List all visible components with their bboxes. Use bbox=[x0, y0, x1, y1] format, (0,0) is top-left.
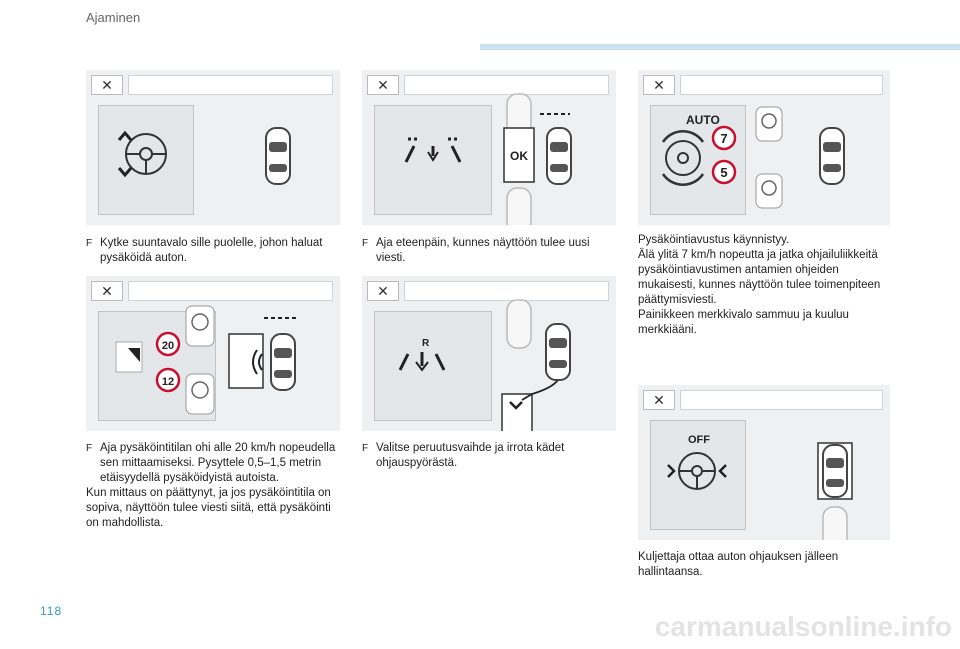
map-thumbnail-icon bbox=[116, 342, 142, 372]
reverse-gear-illustration bbox=[362, 276, 616, 431]
header-accent-bar bbox=[480, 44, 960, 50]
step-1: F Kytke suuntavalo sille puolelle, johon haluat pysäköidä auton. bbox=[86, 237, 323, 264]
step-4: F Valitse peruutusvaihde ja irrota kädet ohjauspyörästä. bbox=[362, 442, 565, 469]
bullet-icon: F bbox=[362, 238, 369, 249]
step-2: F Aja eteenpäin, kunnes näyttöön tulee uusi viesti. bbox=[362, 237, 590, 264]
right-column-text bbox=[638, 233, 894, 338]
reverse-path bbox=[522, 380, 558, 400]
measurement-note: Kun mittaus on päättynyt, ja jos pysäköintitila on sopiva, näyttöön tulee viesti siitä, että pysäköinti on mahdollista. bbox=[86, 487, 331, 529]
panel-drive-forward bbox=[362, 70, 616, 225]
own-car-icon bbox=[546, 324, 570, 380]
page-number: 118 bbox=[40, 604, 63, 618]
parking-slot bbox=[502, 394, 532, 431]
sensor-icon-top bbox=[756, 107, 782, 141]
turn-signal-illustration bbox=[86, 70, 340, 225]
section-title: Ajaminen bbox=[86, 10, 141, 25]
forward-guide-icon bbox=[406, 139, 460, 162]
own-car-icon bbox=[271, 334, 295, 390]
off-label: OFF bbox=[688, 434, 710, 446]
turn-arrow-up-icon bbox=[119, 133, 131, 140]
parking-slot bbox=[229, 334, 263, 388]
panel-assist-off bbox=[638, 385, 890, 540]
steering-wheel-icon bbox=[663, 131, 703, 184]
bullet-icon: F bbox=[86, 443, 93, 454]
panel-reverse-gear bbox=[362, 276, 616, 431]
close-icon: ✕ bbox=[367, 281, 399, 301]
bullet-icon: F bbox=[362, 443, 369, 454]
auto-label: AUTO bbox=[686, 113, 720, 127]
drive-forward-illustration bbox=[362, 70, 616, 225]
close-icon: ✕ bbox=[91, 281, 123, 301]
hands-on-arrow-left-icon bbox=[668, 465, 674, 477]
step-3: F Aja pysäköintitilan ohi alle 20 km/h nopeudella sen mittaamiseksi. Pysyttele 0,5–1,5 metrin etäisyydellä pysäköidyistä autoista. Kun mittaus on päättynyt, ja jos pysäköintitila on sopiva, näyttöön tulee viesti siitä, että pysäköinti on mahdollista. bbox=[86, 441, 344, 531]
hands-on-arrow-right-icon bbox=[720, 465, 726, 477]
driver-control-text: Kuljettaja ottaa auton ohjauksen jälleen hallintaansa. bbox=[638, 551, 839, 578]
ghost-car-icon bbox=[507, 300, 531, 348]
measuring-illustration bbox=[86, 276, 340, 431]
steering-wheel-icon bbox=[126, 134, 166, 174]
assist-off-illustration bbox=[638, 385, 890, 540]
close-icon: ✕ bbox=[643, 75, 675, 95]
parked-car-icon bbox=[266, 128, 290, 184]
panel-auto-steering bbox=[638, 70, 890, 225]
sensor-icon-top bbox=[186, 306, 214, 346]
close-icon: ✕ bbox=[367, 75, 399, 95]
distance-7-label: 7 bbox=[720, 131, 728, 146]
sensor-icon-bottom bbox=[756, 174, 782, 208]
close-icon: ✕ bbox=[643, 390, 675, 410]
ghost-car-icon bbox=[823, 507, 847, 540]
ok-label: OK bbox=[510, 149, 528, 163]
indicator-note: Painikkeen merkkivalo sammuu ja kuuluu merkkiääni. bbox=[638, 309, 849, 336]
reverse-label: R bbox=[422, 338, 430, 349]
ghost-car-icon bbox=[507, 188, 531, 225]
distance-12-label: 12 bbox=[161, 376, 175, 388]
assist-instructions: Älä ylitä 7 km/h nopeutta ja jatka ohjailuliikkeitä pysäköintiavustimen antamien ohjeiden mukaisesti, kunnes näyttöön tulee toimenpiteen päättymisviesti. bbox=[638, 249, 881, 306]
own-car-icon bbox=[547, 128, 571, 184]
turn-arrow-down-icon bbox=[119, 168, 131, 175]
watermark: carmanualsonline.info bbox=[654, 611, 952, 642]
close-icon: ✕ bbox=[91, 75, 123, 95]
bullet-icon: F bbox=[86, 238, 93, 249]
panel-measuring bbox=[86, 276, 340, 431]
assist-started: Pysäköintiavustus käynnistyy. bbox=[638, 234, 790, 246]
distance-5-label: 5 bbox=[720, 165, 728, 180]
distance-20-label: 20 bbox=[161, 340, 175, 352]
panel-turn-signal bbox=[86, 70, 340, 225]
sensor-icon-bottom bbox=[186, 374, 214, 414]
own-car-icon bbox=[823, 445, 847, 497]
own-car-icon bbox=[820, 128, 844, 184]
auto-steering-illustration bbox=[638, 70, 890, 225]
reverse-guide-icon bbox=[400, 352, 444, 370]
steering-wheel-icon bbox=[679, 453, 715, 489]
